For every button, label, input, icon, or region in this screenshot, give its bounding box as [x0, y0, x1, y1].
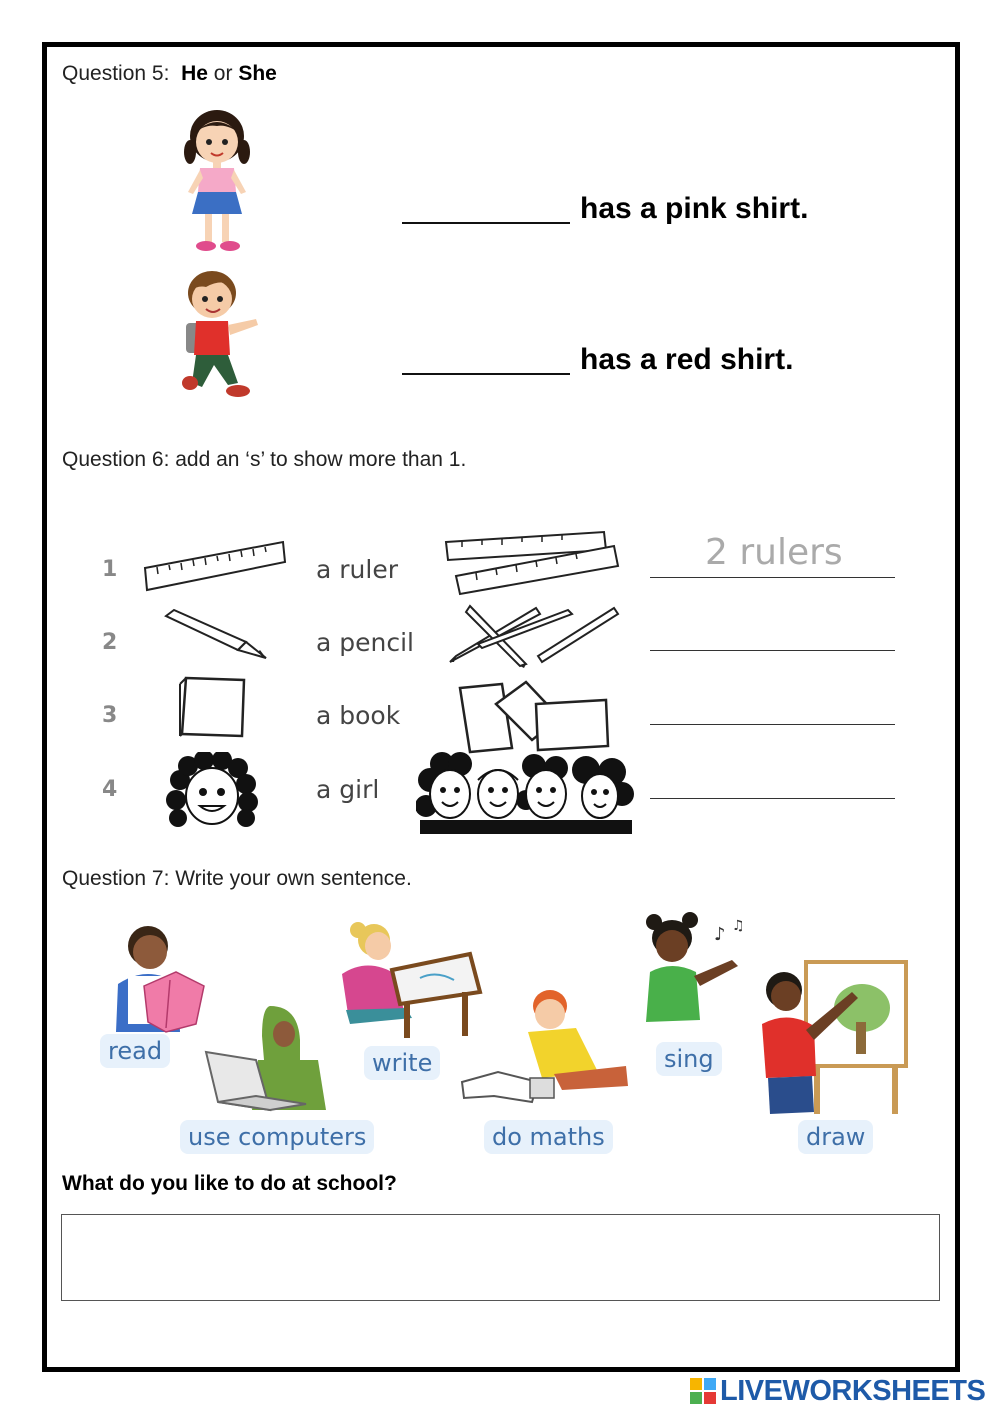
- singular-word: a ruler: [316, 555, 398, 584]
- rulers-icon: [442, 528, 620, 598]
- question-5-heading: Question 5: He or She: [62, 62, 277, 85]
- svg-text:♪: ♪: [714, 924, 726, 945]
- singing-child-illustration: [628, 910, 756, 1038]
- girl-face-icon: [166, 752, 258, 832]
- answer-blank-1[interactable]: [402, 222, 570, 224]
- question-7-prompt: What do you like to do at school?: [62, 1172, 397, 1195]
- girl-illustration: [178, 106, 256, 258]
- pencil-icon: [160, 608, 270, 662]
- books-icon: [456, 678, 612, 754]
- boy-illustration: [176, 265, 266, 405]
- answer-line-1[interactable]: [650, 577, 895, 578]
- book-icon: [176, 674, 248, 740]
- liveworksheets-logo-icon: [690, 1378, 716, 1404]
- activity-label-do-maths: do maths: [484, 1120, 613, 1154]
- brand-name: LIVEWORKSHEETS: [720, 1374, 986, 1407]
- svg-text:♫: ♫: [732, 918, 745, 934]
- sentence-red-shirt: has a red shirt.: [580, 343, 794, 376]
- activity-label-write: write: [364, 1046, 440, 1080]
- girls-icon: [416, 750, 636, 834]
- example-answer: 2 rulers: [705, 532, 843, 573]
- reading-child-illustration: [104, 924, 212, 1036]
- activity-label-draw: draw: [798, 1120, 873, 1154]
- row-number: 4: [102, 777, 118, 802]
- maths-child-illustration: [458, 986, 630, 1108]
- question-7-heading: Question 7: Write your own sentence.: [62, 867, 412, 890]
- activity-label-read: read: [100, 1034, 170, 1068]
- row-number: 2: [102, 630, 118, 655]
- singular-word: a girl: [316, 775, 380, 804]
- sentence-pink-shirt: has a pink shirt.: [580, 192, 809, 225]
- answer-line-4[interactable]: [650, 798, 895, 799]
- sentence-answer-box[interactable]: [61, 1214, 940, 1301]
- activity-label-sing: sing: [656, 1042, 722, 1076]
- liveworksheets-brand[interactable]: [690, 1376, 985, 1406]
- ruler-icon: [143, 538, 287, 594]
- answer-line-3[interactable]: [650, 724, 895, 725]
- row-number: 3: [102, 703, 118, 728]
- singular-word: a book: [316, 701, 401, 730]
- computer-child-illustration: [200, 1000, 340, 1118]
- answer-line-2[interactable]: [650, 650, 895, 651]
- question-6-heading: Question 6: add an ‘s’ to show more than 1.: [62, 448, 467, 471]
- activity-label-use-computers: use computers: [180, 1120, 374, 1154]
- answer-blank-2[interactable]: [402, 373, 570, 375]
- drawing-child-illustration: [758, 952, 918, 1120]
- pencils-icon: [448, 604, 624, 668]
- singular-word: a pencil: [316, 628, 414, 657]
- row-number: 1: [102, 557, 118, 582]
